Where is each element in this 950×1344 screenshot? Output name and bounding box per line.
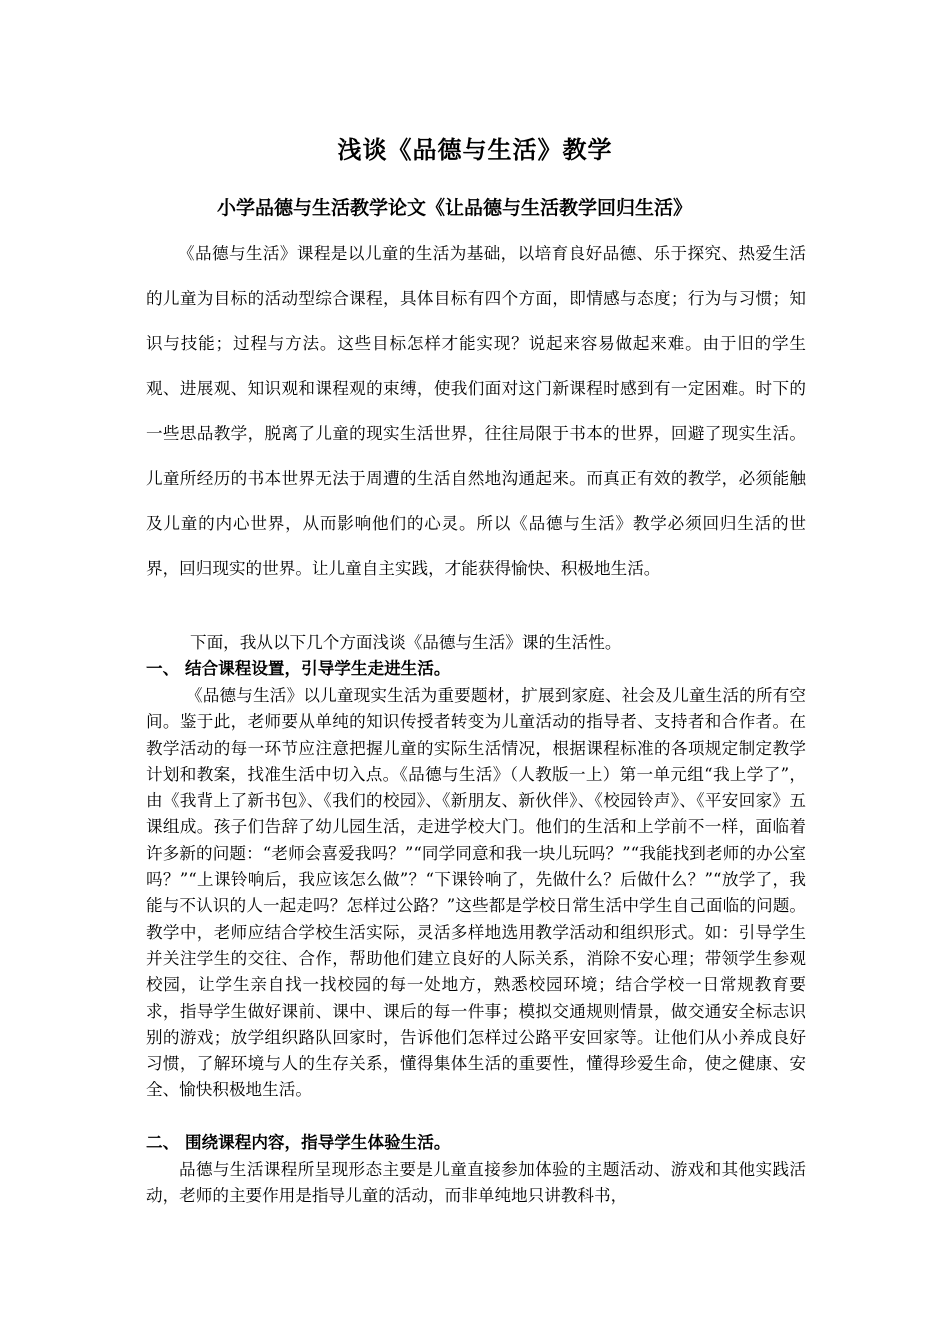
lead-paragraph: 下面，我从以下几个方面浅谈《品德与生活》课的生活性。 (190, 633, 622, 652)
section-body-1: 《品德与生活》以儿童现实生活为重要题材，扩展到家庭、社会及儿童生活的所有空间。鉴于此，老师要从单纯的知识传授者转变为儿童活动的指导者、支持者和合作者。在教学活动的每一环节应注意把握儿童的实际生活情况，根据课程标准的各项规定制定教学计划和教案，找准生活中切入点。《品德与生活》（人教版一上）第一单元组“我上学了”，由《我背上了新书包》、《我们的校园》、《新朋友、新伙伴》、《校园铃声》、《平安回家》五课组成。孩子们告辞了幼儿园生活，走进学校大门。他们的生活和上学前不一样，面临着许多新的问题：“老师会喜爱我吗？”“同学同意和我一块儿玩吗？”“我能找到老师的办公室吗？”“上课铃响后，我应该怎么做”？“下课铃响了，先做什么？后做什么？”“放学了，我能与不认识的人一起走吗？怎样过公路？”这些都是学校日常生活中学生自己面临的问题。教学中，老师应结合学校生活实际，灵活多样地选用教学活动和组织形式。如：引导学生并关注学生的交往、合作，帮助他们建立良好的人际关系，消除不安心理；带领学生参观校园，让学生亲自找一找校园的每一处地方，熟悉校园环境；结合学校一日常规教育要求，指导学生做好课前、课中、课后的每一件事；模拟交通规则情景，做交通安全标志识别的游戏；放学组织路队回家时，告诉他们怎样过公路平安回家等。让他们从小养成良好习惯，了解环境与人的生存关系，懂得集体生活的重要性，懂得珍爱生命，使之健康、安全、愉快积极地生活。 (146, 686, 806, 1100)
section-heading-2: 二、 围绕课程内容，指导学生体验生活。 (146, 1133, 451, 1152)
intro-paragraph: 《品德与生活》课程是以儿童的生活为基础，以培育良好品德、乐于探究、热爱生活的儿童为目标的活动型综合课程，具体目标有四个方面，即情感与态度；行为与习惯；知识与技能；过程与方法。这些目标怎样才能实现？说起来容易做起来难。由于旧的学生观、进展观、知识观和课程观的束缚，使我们面对这门新课程时感到有一定困难。时下的一些思品教学，脱离了儿童的现实生活世界，往往局限于书本的世界，回避了现实生活。儿童所经历的书本世界无法于周遭的生活自然地沟通起来。而真正有效的教学，必须能触及儿童的内心世界，从而影响他们的心灵。所以《品德与生活》教学必须回归生活的世界，回归现实的世界。让儿童自主实践，才能获得愉快、积极地生活。 (146, 244, 806, 578)
section-heading-1: 一、 结合课程设置，引导学生走进生活。 (146, 659, 451, 678)
page-title: 浅谈《品德与生活》教学 (337, 136, 613, 164)
section-body-2: 品德与生活课程所呈现形态主要是儿童直接参加体验的主题活动、游戏和其他实践活动，老师的主要作用是指导儿童的活动，而非单纯地只讲教科书， (146, 1160, 806, 1206)
page-subtitle: 小学品德与生活教学论文《让品德与生活教学回归生活》 (217, 197, 693, 219)
